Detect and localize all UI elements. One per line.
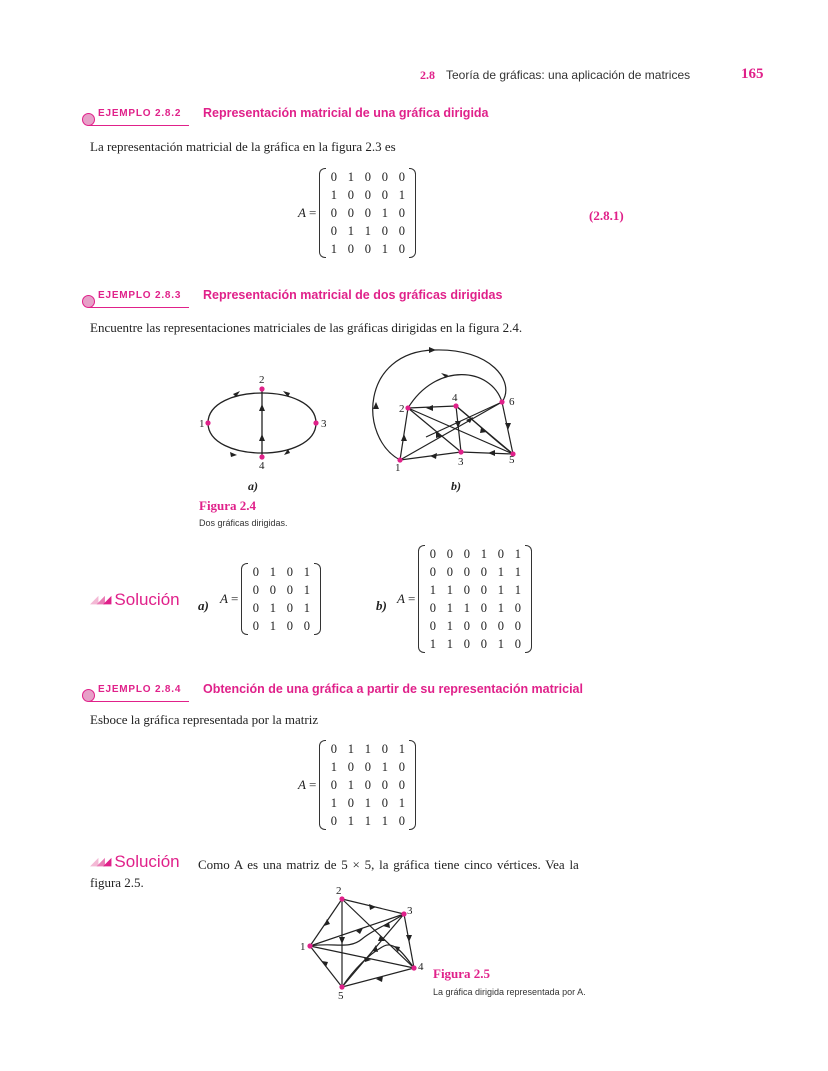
vertex [259, 454, 264, 459]
vertex-label: 3 [407, 905, 413, 917]
matrix-cell: 0 [480, 618, 487, 633]
matrix-cell: 0 [514, 600, 521, 615]
matrix-cell: 0 [398, 759, 405, 774]
matrix-cell: 0 [497, 546, 504, 561]
vertex [205, 420, 210, 425]
running-head [420, 68, 690, 83]
matrix-lhs: A = [220, 591, 239, 606]
matrix-example-2-8-4 [298, 740, 416, 830]
vertex-label: 1 [199, 418, 205, 430]
vertex-label: 3 [321, 418, 327, 430]
matrix-cell: 1 [514, 546, 521, 561]
figure-2-4-caption-title: Figura 2.4 [199, 498, 257, 513]
solution-heading: ◢◢◢ Solución [90, 852, 180, 871]
matrix-cell: 1 [381, 241, 388, 256]
matrix-row [424, 581, 526, 599]
matrix-cell: 1 [347, 169, 354, 184]
matrix-cell: 0 [381, 777, 388, 792]
example-2-8-2-text: La representación matricial de la gráfica en la figura 2.3 es [90, 139, 396, 154]
solution-matrix-b [397, 545, 532, 653]
matrix-cell: 0 [398, 169, 405, 184]
vertex [411, 965, 416, 970]
vertex [307, 943, 312, 948]
vertex-label: 5 [509, 454, 515, 466]
matrix-cell: 1 [398, 795, 405, 810]
matrix-row [325, 168, 410, 186]
matrix-cell: 1 [429, 582, 436, 597]
matrix-row [325, 222, 410, 240]
matrix-cell: 0 [286, 564, 293, 579]
vertex-label: 2 [399, 403, 405, 415]
matrix-lhs: A = [298, 777, 317, 792]
matrix-cell: 0 [269, 582, 276, 597]
matrix-row [424, 563, 526, 581]
figure-2-5-caption-text: La gráfica dirigida representada por A. [433, 987, 586, 997]
matrix-cell: 0 [347, 205, 354, 220]
arrow-head [488, 450, 495, 456]
arrow-head [505, 423, 511, 430]
figure-2-4a-graph [190, 368, 340, 496]
matrix-cell: 0 [480, 600, 487, 615]
matrix-cell: 1 [398, 187, 405, 202]
matrix-cell: 0 [398, 777, 405, 792]
solution-heading: ◢◢◢ Solución [90, 590, 180, 609]
matrix-row [325, 740, 410, 758]
matrix-row [325, 758, 410, 776]
matrix-cell: 0 [463, 636, 470, 651]
matrix-cell: 1 [446, 582, 453, 597]
matrix-cell: 0 [252, 618, 259, 633]
triangles-icon: ◢◢◢ [90, 594, 110, 606]
vertex-label: 4 [452, 392, 458, 404]
example-2-8-3-heading [82, 288, 722, 310]
arrow-head [259, 434, 265, 441]
edge [373, 350, 506, 460]
matrix-cell: 1 [429, 636, 436, 651]
matrix-cell: 1 [398, 741, 405, 756]
figure-2-5-caption-title: Figura 2.5 [433, 966, 491, 981]
vertex-label: 2 [336, 885, 342, 897]
arrow-head [369, 904, 376, 910]
arrow-head [455, 421, 461, 428]
figure-part-label: b) [451, 479, 461, 493]
arrow-head [401, 434, 407, 441]
matrix-cell: 0 [497, 618, 504, 633]
matrix-cell: 0 [429, 600, 436, 615]
matrix-cell: 0 [381, 169, 388, 184]
example-2-8-4-heading [82, 682, 722, 704]
matrix-cell: 0 [347, 795, 354, 810]
matrix-cell: 1 [497, 582, 504, 597]
matrix-cell: 1 [330, 795, 337, 810]
matrix-cell: 0 [381, 795, 388, 810]
vertex-label: 5 [338, 990, 344, 1002]
matrix-cell: 1 [347, 777, 354, 792]
matrix-cell: 0 [446, 546, 453, 561]
matrix-cell: 0 [463, 618, 470, 633]
matrix-cell: 0 [364, 777, 371, 792]
matrix-brackets [241, 563, 321, 635]
matrix-cell: 1 [497, 600, 504, 615]
matrix-cell: 0 [330, 205, 337, 220]
matrix-brackets [319, 168, 416, 258]
matrix-cell: 1 [364, 223, 371, 238]
matrix-table [325, 740, 410, 830]
matrix-cell: 0 [303, 618, 310, 633]
vertex [313, 420, 318, 425]
solution-text-line1: Como A es una matriz de 5 × 5, la gráfica tiene cinco vértices. Vea la [198, 857, 579, 872]
matrix-cell: 0 [252, 564, 259, 579]
matrix-cell: 0 [330, 223, 337, 238]
matrix-cell: 0 [381, 187, 388, 202]
matrix-cell: 1 [269, 564, 276, 579]
matrix-cell: 1 [497, 636, 504, 651]
matrix-cell: 0 [398, 241, 405, 256]
matrix-row [424, 599, 526, 617]
solution-b-label: b) [376, 598, 387, 613]
figure-2-4b-graph [366, 342, 526, 497]
matrix-cell: 0 [364, 241, 371, 256]
matrix-cell: 1 [364, 741, 371, 756]
example-2-8-3-text: Encuentre las representaciones matriciales de las gráficas dirigidas en la figura 2.4. [90, 320, 523, 335]
matrix-cell: 1 [347, 223, 354, 238]
matrix-cell: 1 [463, 600, 470, 615]
matrix-cell: 0 [347, 759, 354, 774]
matrix-cell: 0 [364, 759, 371, 774]
matrix-cell: 1 [514, 582, 521, 597]
matrix-cell: 0 [429, 564, 436, 579]
matrix-cell: 0 [446, 564, 453, 579]
edge [342, 899, 414, 968]
matrix-cell: 0 [330, 813, 337, 828]
vertex-label: 4 [259, 460, 265, 472]
matrix-row [325, 776, 410, 794]
matrix-cell: 0 [330, 741, 337, 756]
matrix-cell: 0 [514, 618, 521, 633]
matrix-cell: 0 [429, 618, 436, 633]
arrow-head [324, 919, 330, 926]
matrix-cell: 1 [303, 564, 310, 579]
matrix-row [325, 186, 410, 204]
matrix-row [325, 204, 410, 222]
matrix-cell: 1 [381, 205, 388, 220]
matrix-cell: 0 [286, 618, 293, 633]
vertex-label: 3 [458, 456, 464, 468]
matrix-row [325, 240, 410, 258]
matrix-cell: 0 [364, 169, 371, 184]
matrix-cell: 1 [497, 564, 504, 579]
matrix-cell: 1 [303, 600, 310, 615]
figure-part-label: a) [248, 479, 258, 493]
matrix-brackets [319, 740, 416, 830]
example-2-8-4-text: Esboce la gráfica representada por la matriz [90, 712, 319, 727]
page-number: 165 [741, 66, 764, 82]
arrow-head [426, 405, 433, 411]
figure-2-4-caption-text: Dos gráficas dirigidas. [199, 518, 288, 528]
example-2-8-2-heading [82, 106, 722, 128]
arrow-head [430, 453, 437, 459]
arrow-head [259, 404, 265, 411]
vertex-label: 2 [259, 374, 265, 386]
matrix-cell: 1 [381, 813, 388, 828]
vertex [401, 911, 406, 916]
matrix-cell: 0 [480, 564, 487, 579]
matrix-cell: 1 [480, 546, 487, 561]
edge [342, 968, 414, 987]
matrix-cell: 1 [446, 636, 453, 651]
arrow-head [373, 402, 379, 409]
vertex-label: 4 [418, 961, 424, 973]
matrix-cell: 0 [252, 582, 259, 597]
edge [461, 452, 513, 454]
matrix-row [247, 617, 315, 635]
matrix-cell: 0 [347, 241, 354, 256]
matrix-cell: 1 [269, 618, 276, 633]
matrix-cell: 0 [398, 223, 405, 238]
matrix-lhs: A = [298, 205, 317, 220]
matrix-cell: 0 [463, 582, 470, 597]
matrix-cell: 1 [514, 564, 521, 579]
section-title: Teoría de gráficas: una aplicación de matrices [446, 68, 691, 82]
matrix-cell: 1 [364, 795, 371, 810]
vertex [458, 449, 463, 454]
matrix-row [424, 545, 526, 563]
solution-a-label: a) [198, 598, 209, 613]
matrix-cell: 1 [347, 813, 354, 828]
heading-underline [89, 307, 189, 308]
matrix-cell: 1 [330, 241, 337, 256]
matrix-row [247, 581, 315, 599]
matrix-cell: 0 [398, 813, 405, 828]
matrix-row [424, 635, 526, 653]
matrix-cell: 0 [347, 187, 354, 202]
matrix-row [247, 563, 315, 581]
matrix-2-8-1 [298, 168, 416, 258]
matrix-cell: 0 [364, 187, 371, 202]
matrix-row [325, 794, 410, 812]
matrix-cell: 0 [252, 600, 259, 615]
arrow-head [406, 935, 412, 942]
matrix-cell: 0 [480, 636, 487, 651]
vertex [499, 399, 504, 404]
matrix-row [247, 599, 315, 617]
matrix-cell: 1 [330, 759, 337, 774]
vertex [339, 896, 344, 901]
matrix-cell: 0 [398, 205, 405, 220]
matrix-brackets [418, 545, 532, 653]
matrix-lhs: A = [397, 591, 416, 606]
arrow-head [230, 452, 237, 457]
matrix-cell: 1 [364, 813, 371, 828]
matrix-cell: 1 [347, 741, 354, 756]
matrix-row [424, 617, 526, 635]
matrix-row [325, 812, 410, 830]
vertex [259, 386, 264, 391]
matrix-cell: 1 [269, 600, 276, 615]
matrix-table [325, 168, 410, 258]
example-label: EJEMPLO 2.8.2 [98, 108, 182, 119]
matrix-table [247, 563, 315, 635]
example-label: EJEMPLO 2.8.4 [98, 684, 182, 695]
matrix-cell: 0 [286, 582, 293, 597]
vertex-label: 1 [395, 462, 401, 474]
matrix-cell: 0 [364, 205, 371, 220]
arrow-head [339, 937, 345, 944]
example-title: Representación matricial de dos gráficas dirigidas [203, 288, 503, 302]
heading-underline [89, 701, 189, 702]
example-title: Obtención de una gráfica a partir de su representación matricial [203, 682, 583, 696]
figure-2-5-graph [294, 884, 430, 1002]
solution-text-line2: figura 2.5. [90, 875, 144, 890]
matrix-cell: 0 [463, 564, 470, 579]
section-number: 2.8 [420, 68, 435, 82]
matrix-table [424, 545, 526, 653]
matrix-cell: 0 [330, 169, 337, 184]
vertex [453, 403, 458, 408]
triangles-icon: ◢◢◢ [90, 856, 110, 868]
matrix-cell: 0 [330, 777, 337, 792]
matrix-cell: 0 [429, 546, 436, 561]
arrow-head [429, 347, 436, 353]
example-title: Representación matricial de una gráfica dirigida [203, 106, 489, 120]
matrix-cell: 1 [381, 759, 388, 774]
heading-underline [89, 125, 189, 126]
matrix-cell: 1 [446, 600, 453, 615]
matrix-cell: 0 [480, 582, 487, 597]
example-label: EJEMPLO 2.8.3 [98, 290, 182, 301]
matrix-cell: 1 [303, 582, 310, 597]
vertex-label: 1 [300, 941, 306, 953]
matrix-cell: 0 [514, 636, 521, 651]
matrix-cell: 0 [286, 600, 293, 615]
matrix-cell: 1 [446, 618, 453, 633]
solution-matrix-a [220, 563, 321, 635]
matrix-cell: 0 [381, 223, 388, 238]
matrix-cell: 0 [381, 741, 388, 756]
vertex-label: 6 [509, 396, 515, 408]
matrix-cell: 1 [330, 187, 337, 202]
vertex [339, 984, 344, 989]
matrix-cell: 0 [463, 546, 470, 561]
equation-number: (2.8.1) [589, 208, 624, 223]
vertex [405, 405, 410, 410]
